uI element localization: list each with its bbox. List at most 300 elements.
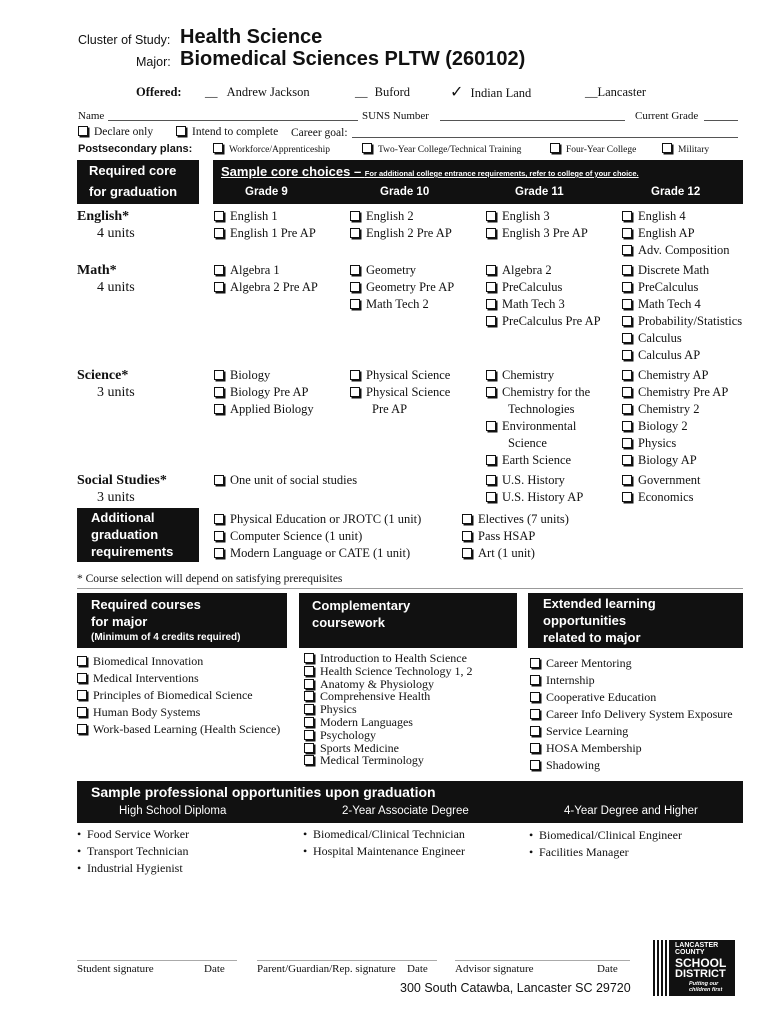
sample-core-title: Sample core choices – [221,164,365,179]
offered-name-2: Buford [374,85,411,99]
subject-units: 3 units [97,490,135,505]
suns-field[interactable] [440,120,625,121]
offered-school-4 [585,85,646,100]
course-option[interactable] [622,489,700,506]
course-cell [622,472,700,506]
course-option[interactable] [350,384,450,401]
course-cell [214,208,316,242]
parent-signature-label: Parent/Guardian/Rep. signature [257,963,396,975]
list-item[interactable] [530,706,733,723]
additional-item[interactable] [462,545,569,562]
offered-mark-4: __ [585,85,598,99]
course-option[interactable] [214,208,316,225]
course-option[interactable] [350,367,450,384]
workforce-checkbox[interactable] [213,143,223,153]
additional-item-label: Pass HSAP [478,529,536,543]
course-option[interactable] [214,279,318,296]
checkbox[interactable] [622,316,632,326]
checkbox[interactable] [486,282,496,292]
checkbox[interactable] [350,211,360,221]
course-option[interactable] [622,279,742,296]
checkbox[interactable] [622,350,632,360]
checkbox[interactable] [462,548,472,558]
extended-learning-list [530,655,733,774]
grade-label: Current Grade [635,110,699,122]
course-option[interactable] [622,347,742,364]
course-label: Calculus [638,331,682,345]
course-option [486,435,590,452]
course-option[interactable] [622,225,730,242]
course-option[interactable] [486,208,588,225]
checkbox[interactable] [530,760,540,770]
parent-signature-field[interactable] [257,960,437,961]
course-label: PreCalculus [502,280,563,294]
course-label: Biology 2 [638,419,688,433]
military-label: Military [678,145,710,155]
checkbox[interactable] [350,282,360,292]
course-label: Physical Science [366,385,451,399]
course-cell [622,367,728,469]
checkbox[interactable] [530,675,540,685]
checkbox[interactable] [622,387,632,397]
additional-left-list [214,511,421,562]
course-option[interactable] [350,208,452,225]
checkbox[interactable] [622,211,632,221]
student-signature-label: Student signature [77,963,154,975]
course-option[interactable] [214,401,314,418]
checkbox[interactable] [622,421,632,431]
course-option[interactable] [214,225,316,242]
logo-line1: LANCASTER [675,942,719,949]
list-item-label: Health Science Technology 1, 2 [320,663,473,678]
course-option[interactable] [622,401,728,418]
course-label: One unit of social studies [230,473,358,487]
course-option[interactable] [622,242,730,259]
checkbox[interactable] [530,709,540,719]
course-label: Environmental [502,419,577,433]
course-label: Economics [638,490,694,504]
checkbox[interactable] [622,333,632,343]
checkbox[interactable] [486,211,496,221]
logo-stripes [653,940,671,996]
course-option[interactable] [214,472,357,489]
logo-block [671,940,735,996]
subject-name: Math* [77,263,117,278]
course-option[interactable] [622,330,742,347]
required-courses-header [77,593,287,648]
offered-name-1: Andrew Jackson [226,85,310,99]
intend-checkbox[interactable] [176,126,186,136]
checkbox[interactable] [486,455,496,465]
advisor-signature-label: Advisor signature [455,963,534,975]
checkbox[interactable] [622,282,632,292]
advisor-signature-field[interactable] [455,960,630,961]
list-item[interactable] [530,757,733,774]
name-field[interactable] [108,120,358,121]
postsecondary-two-year[interactable] [362,143,521,155]
checkbox[interactable] [622,475,632,485]
checkbox[interactable] [304,730,314,740]
subject-units: 3 units [97,385,135,400]
course-option[interactable] [622,418,728,435]
subject-2 [77,367,135,401]
course-label: English 3 [502,209,550,223]
logo-line3: SCHOOL [675,956,727,970]
course-label: Chemistry 2 [638,402,700,416]
checkbox[interactable] [77,673,87,683]
course-option[interactable] [486,384,590,401]
four-year-checkbox[interactable] [550,143,560,153]
student-signature-field[interactable] [77,960,237,961]
course-label: Science [508,436,547,450]
checkbox[interactable] [214,475,224,485]
list-item[interactable] [530,655,733,672]
checkbox[interactable] [530,743,540,753]
checkbox[interactable] [304,743,314,753]
list-item[interactable] [77,721,280,738]
advisor-date-label: Date [597,963,618,975]
course-option[interactable] [486,452,590,469]
checkbox[interactable] [622,492,632,502]
required-core-header [77,160,199,204]
checkbox[interactable] [350,370,360,380]
declare-checkbox[interactable] [78,126,88,136]
course-option[interactable] [350,225,452,242]
list-item[interactable] [530,740,733,757]
course-option[interactable] [486,489,583,506]
list-item-label: Comprehensive Health [320,689,431,704]
student-date-label: Date [204,963,225,975]
checkbox[interactable] [622,455,632,465]
list-item-label: Modern Languages [320,714,413,729]
checkbox[interactable] [77,707,87,717]
checkbox[interactable] [486,370,496,380]
course-option[interactable] [486,367,590,384]
course-option [486,401,590,418]
checkbox[interactable] [486,265,496,275]
list-item[interactable] [530,689,733,706]
list-item[interactable] [530,672,733,689]
checkbox[interactable] [622,245,632,255]
additional-item[interactable] [462,511,569,528]
additional-item-label: Electives (7 units) [478,512,569,526]
checkbox[interactable] [304,679,314,689]
additional-item-label: Physical Education or JROTC (1 unit) [230,512,422,526]
cluster-label: Cluster of Study: [78,33,171,47]
additional-requirements-header [77,508,199,562]
course-label: English 4 [638,209,686,223]
checkbox[interactable] [462,514,472,524]
checkbox[interactable] [350,228,360,238]
checkbox[interactable] [214,211,224,221]
logo-tagline2: children first [689,987,723,993]
course-option[interactable] [486,418,590,435]
checkbox[interactable] [530,692,540,702]
checkbox[interactable] [214,404,224,414]
parent-date-label: Date [407,963,428,975]
logo-tagline1: Putting our [689,981,719,987]
course-option[interactable] [486,472,583,489]
course-label: Chemistry AP [638,368,709,382]
course-option[interactable] [214,262,318,279]
additional-item-label: Computer Science (1 unit) [230,529,363,543]
list-item-label: Principles of Biomedical Science [93,688,253,702]
checkbox[interactable] [622,370,632,380]
course-label: Government [638,473,701,487]
list-item-label: Anatomy & Physiology [320,676,435,691]
course-option[interactable] [486,225,588,242]
checkbox[interactable] [214,228,224,238]
course-label: Technologies [508,402,575,416]
checkbox[interactable] [304,755,314,765]
offered-name-4: Lancaster [597,85,647,99]
course-option[interactable] [622,452,728,469]
course-option[interactable] [214,367,314,384]
course-option[interactable] [350,262,454,279]
additional-item[interactable] [462,528,569,545]
extended-learning-header [528,593,743,648]
course-label: U.S. History [502,473,565,487]
additional-item-label: Modern Language or CATE (1 unit) [230,546,411,560]
course-label: PreCalculus [638,280,699,294]
grade-9-header: Grade 9 [245,186,288,198]
extended-line1: Extended learning [543,596,656,611]
offered-school-3 [450,82,531,101]
course-label: English AP [638,226,695,240]
course-option[interactable] [622,435,728,452]
checkbox[interactable] [214,265,224,275]
offered-school-1 [205,85,310,100]
course-label: Geometry Pre AP [366,280,455,294]
subject-3 [77,472,167,506]
postsecondary-four-year[interactable] [550,143,636,155]
two-year-checkbox[interactable] [362,143,372,153]
course-cell [622,208,730,259]
course-label: Adv. Composition [638,243,730,257]
list-item-label: Psychology [320,727,377,742]
list-item[interactable] [77,704,280,721]
course-label: Applied Biology [230,402,314,416]
checkbox[interactable] [214,387,224,397]
course-label: English 1 Pre AP [230,226,316,240]
opportunity-item: • Industrial Hygienist [77,860,189,877]
grade-field[interactable] [704,120,738,121]
additional-item[interactable] [214,528,421,545]
complementary-line1: Complementary [312,598,411,613]
checkbox[interactable] [622,265,632,275]
list-item-label: Medical Interventions [93,671,199,685]
career-goal-field[interactable] [352,137,738,138]
cluster-value: Health Science [180,26,323,48]
course-option[interactable] [622,472,700,489]
required-courses-subtitle: (Minimum of 4 credits required) [91,632,241,643]
prerequisite-footnote: * Course selection will depend on satisfying prerequisites [77,573,343,585]
postsecondary-label: Postsecondary plans: [78,143,193,155]
subject-1 [77,262,135,296]
course-label: Biology AP [638,453,697,467]
name-label: Name [78,110,105,122]
intend-label: Intend to complete [192,126,279,138]
course-label: Chemistry for the [502,385,591,399]
course-option[interactable] [622,384,728,401]
course-option[interactable] [622,208,730,225]
additional-item[interactable] [214,511,421,528]
offered-label: Offered: [136,85,182,99]
postsecondary-workforce[interactable] [213,143,330,155]
list-item[interactable] [530,723,733,740]
grade-11-header: Grade 11 [515,186,564,198]
course-cell [214,262,318,296]
list-item[interactable] [77,687,280,704]
opportunity-item: • Facilities Manager [529,844,682,861]
offered-name-3: Indian Land [470,86,532,100]
course-option[interactable] [214,384,314,401]
course-label: Biology Pre AP [230,385,309,399]
required-courses-line2: for major [91,614,148,629]
checkbox[interactable] [304,666,314,676]
course-option[interactable] [486,296,601,313]
additional-line3: requirements [91,544,174,559]
course-label: English 3 Pre AP [502,226,588,240]
checkbox[interactable] [214,514,224,524]
list-item-label: Medical Terminology [320,753,424,768]
checkbox[interactable] [486,316,496,326]
course-label: English 1 [230,209,278,223]
subject-units: 4 units [97,226,135,241]
course-option[interactable] [622,313,742,330]
sample-core-note: For additional college entrance requirements, refer to college of your choice. [364,169,639,178]
checkbox[interactable] [486,387,496,397]
course-option[interactable] [350,279,454,296]
course-label: Physical Science [366,368,451,382]
checkbox[interactable] [486,228,496,238]
course-option[interactable] [486,262,601,279]
checkbox[interactable] [304,653,314,663]
extended-line3: related to major [543,630,641,645]
additional-line2: graduation [91,527,159,542]
list-item[interactable] [77,653,280,670]
course-cell [622,262,742,364]
checkbox[interactable] [622,228,632,238]
checkbox[interactable] [622,404,632,414]
course-option[interactable] [622,262,742,279]
checkbox[interactable] [214,548,224,558]
subject-0 [77,208,135,242]
course-label: Probability/Statistics [638,314,743,328]
checkbox[interactable] [486,492,496,502]
checkbox[interactable] [350,387,360,397]
course-label: Biology [230,368,271,382]
course-cell [486,262,601,330]
postsecondary-military[interactable] [662,143,709,155]
checkbox[interactable] [77,690,87,700]
additional-right-list [462,511,569,562]
checkbox[interactable] [77,656,87,666]
checkbox[interactable] [214,531,224,541]
list-item-label: Service Learning [546,724,629,738]
course-cell [350,367,450,418]
required-core-line2: for graduation [89,184,178,199]
checkbox[interactable] [622,438,632,448]
opportunities-col2-heading: 2-Year Associate Degree [342,805,469,817]
checkbox[interactable] [462,531,472,541]
list-item[interactable] [304,754,473,767]
list-item[interactable] [77,670,280,687]
sample-core-header [213,160,743,204]
course-label: Math Tech 3 [502,297,565,311]
opportunity-item: • Hospital Maintenance Engineer [303,843,465,860]
district-address: 300 South Catawba, Lancaster SC 29720 [400,981,631,995]
course-label: PreCalculus Pre AP [502,314,601,328]
checkbox[interactable] [622,299,632,309]
course-label: U.S. History AP [502,490,584,504]
checkbox[interactable] [486,299,496,309]
checkbox[interactable] [304,691,314,701]
intend-option[interactable] [176,126,278,138]
complementary-header [299,593,517,648]
course-label: Pre AP [372,402,408,416]
checkbox[interactable] [77,724,87,734]
course-option[interactable] [486,279,601,296]
course-cell [350,262,454,313]
opportunities-col3-list [529,827,682,861]
course-option [350,401,450,418]
course-label: English 2 [366,209,414,223]
list-item-label: Biomedical Innovation [93,654,204,668]
grade-12-header: Grade 12 [651,186,701,198]
checkbox[interactable] [214,282,224,292]
military-checkbox[interactable] [662,143,672,153]
list-item-label: Internship [546,673,595,687]
list-item-label: HOSA Membership [546,741,642,755]
checkbox[interactable] [214,370,224,380]
required-courses-list [77,653,280,738]
checkbox[interactable] [304,717,314,727]
course-label: Calculus AP [638,348,701,362]
checkbox[interactable] [486,475,496,485]
opportunities-col1-heading: High School Diploma [119,805,227,817]
list-item-label: Work-based Learning (Health Science) [93,722,281,736]
opportunity-item: • Food Service Worker [77,826,189,843]
opportunities-col2-list [303,826,465,860]
opportunities-col1-list [77,826,189,877]
checkbox[interactable] [530,726,540,736]
list-item-label: Shadowing [546,758,600,772]
course-option[interactable] [622,296,742,313]
opportunity-item: • Biomedical/Clinical Engineer [529,827,682,844]
checkbox[interactable] [486,421,496,431]
offered-school-2 [355,85,410,100]
course-label: Earth Science [502,453,572,467]
course-label: Physics [638,436,677,450]
course-cell [350,208,452,242]
additional-item[interactable] [214,545,421,562]
checkbox[interactable] [304,704,314,714]
course-option[interactable] [622,367,728,384]
declare-only-option[interactable] [78,126,153,138]
logo-line2: COUNTY [675,949,705,956]
career-goal-label: Career goal: [291,127,348,139]
course-option[interactable] [486,313,601,330]
course-cell [486,472,583,506]
course-label: Algebra 2 Pre AP [230,280,318,294]
checkbox[interactable] [350,299,360,309]
complementary-list [304,652,473,767]
course-option[interactable] [350,296,454,313]
course-cell [486,208,588,242]
checkbox[interactable] [530,658,540,668]
checkbox[interactable] [350,265,360,275]
